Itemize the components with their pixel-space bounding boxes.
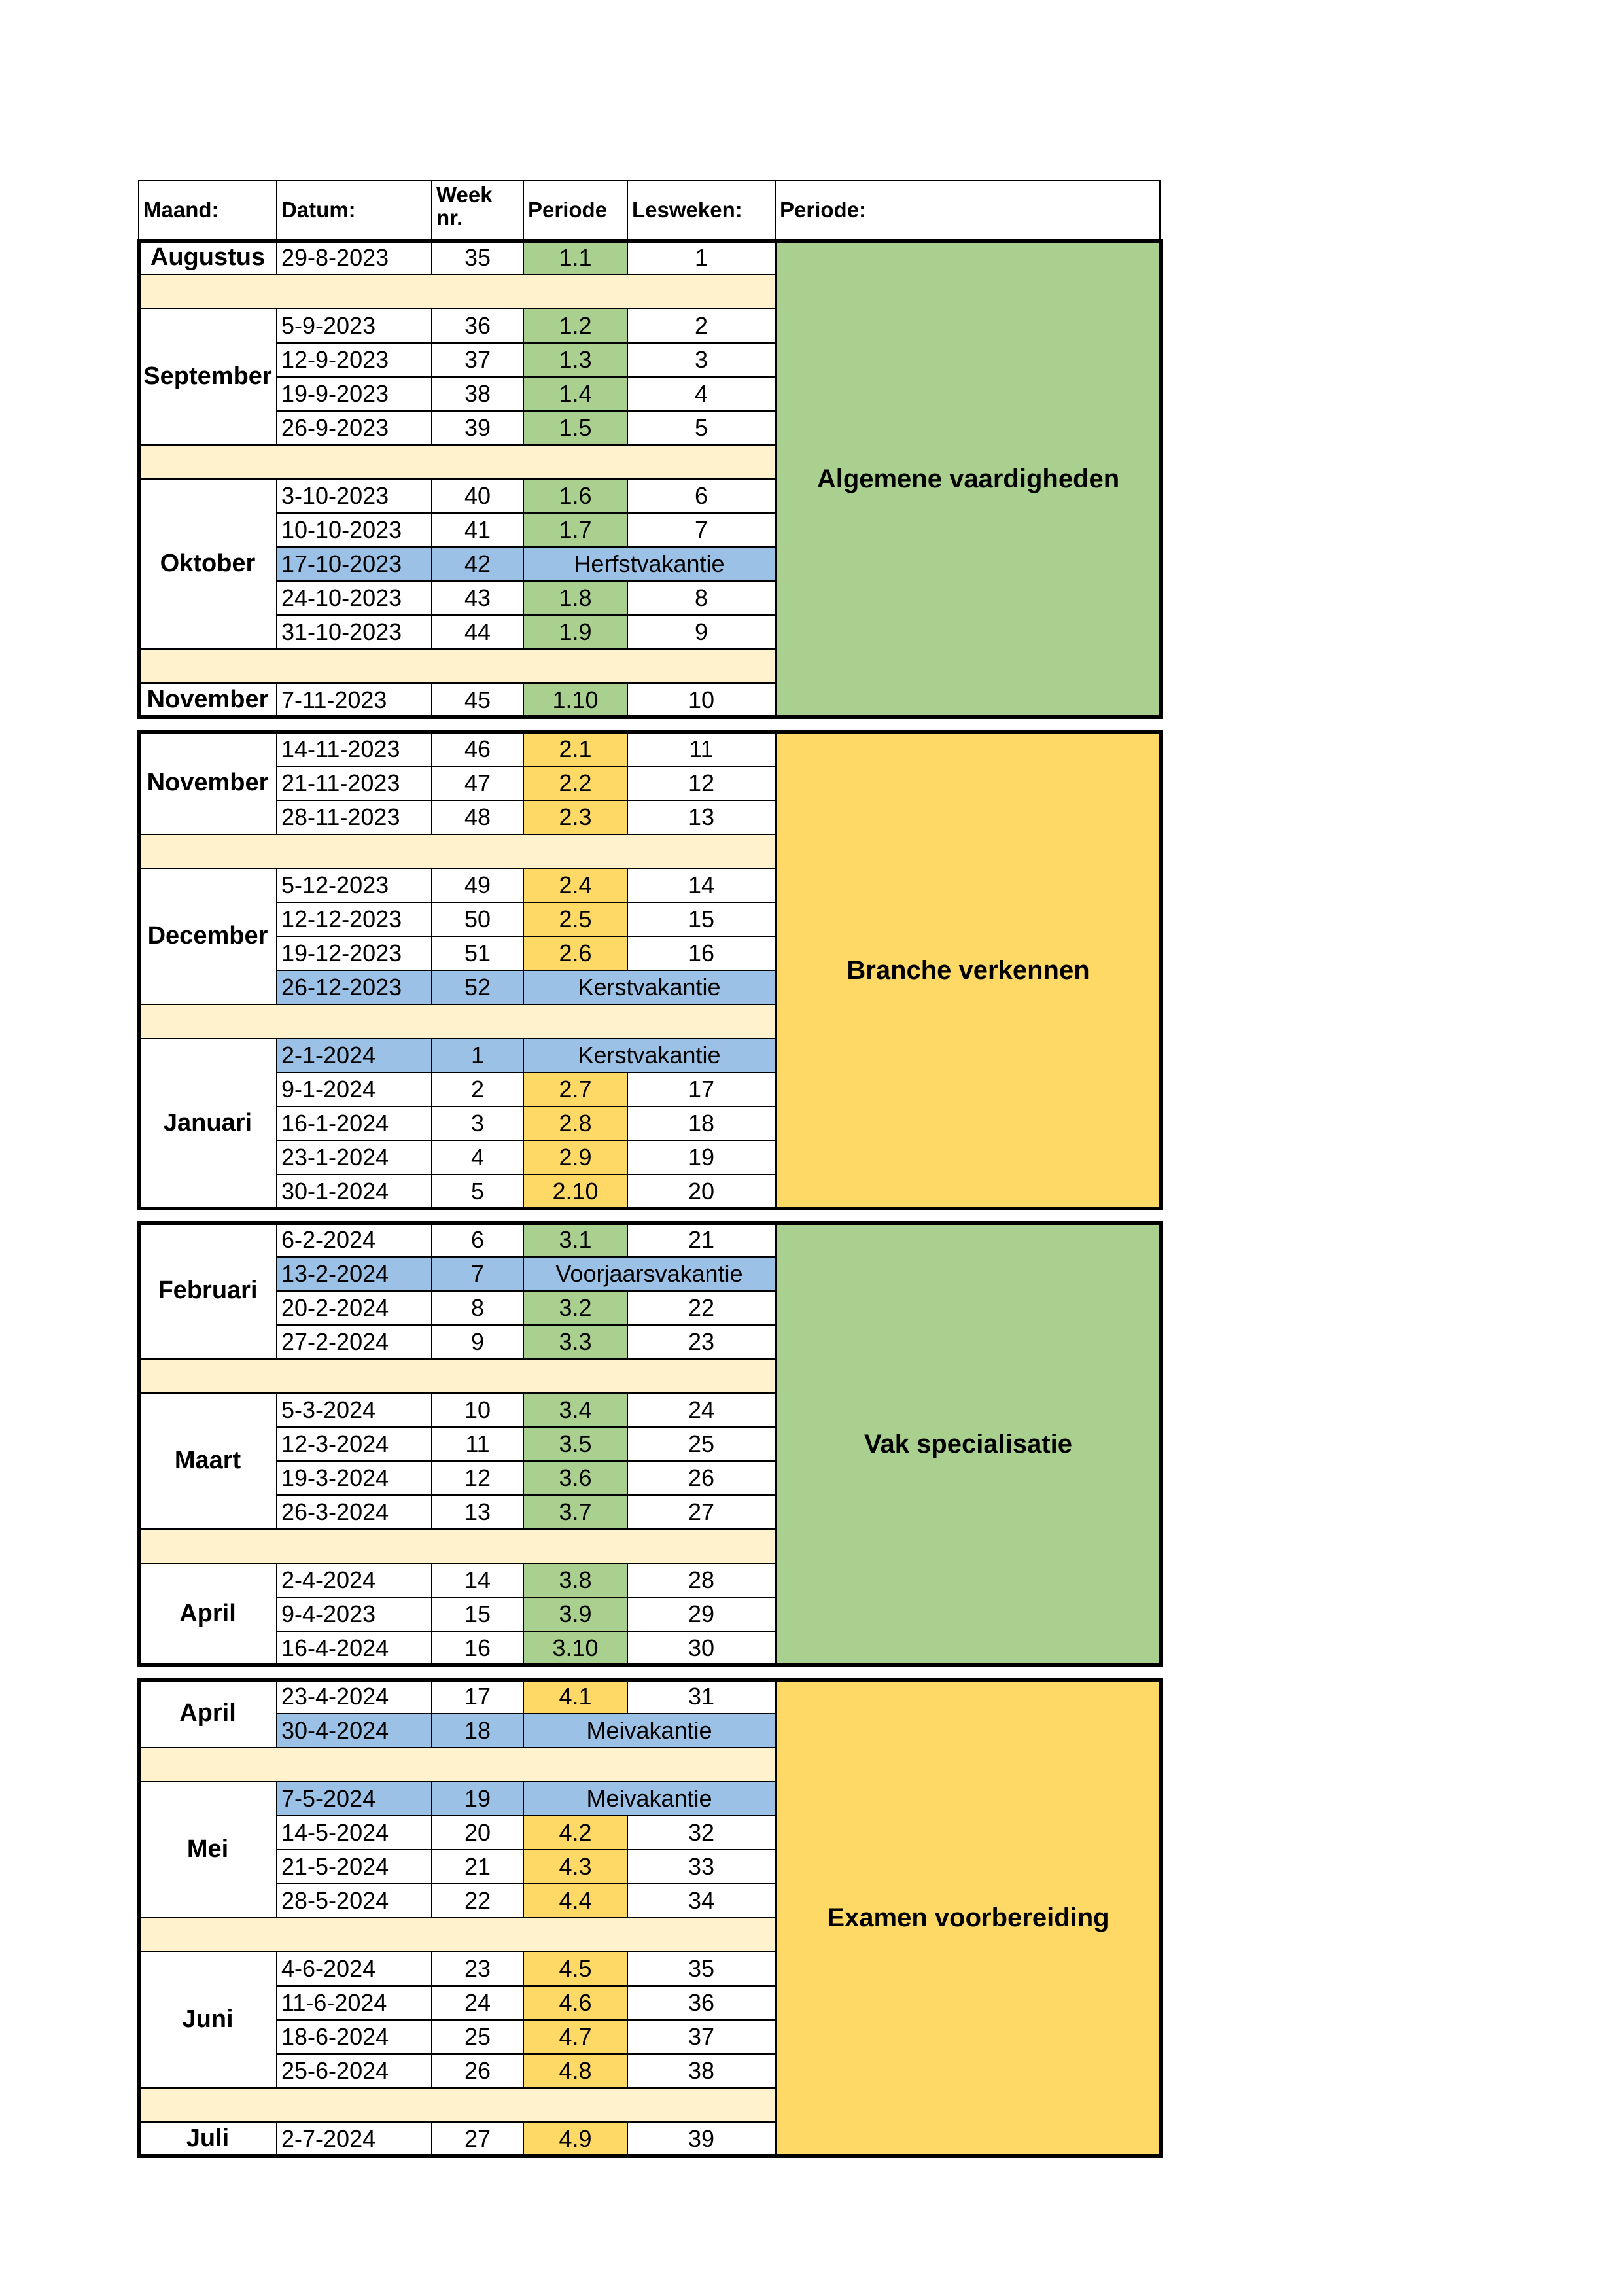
week-cell: 13	[431, 1494, 524, 1530]
period-cell: 1.8	[523, 580, 628, 616]
week-cell: 39	[431, 410, 524, 446]
week-cell: 5	[431, 1174, 524, 1209]
date-cell: 19-3-2024	[276, 1460, 432, 1496]
month-label: November	[138, 682, 277, 718]
vacation-cell: Meivakantie	[523, 1781, 776, 1816]
lesweek-cell: 35	[627, 1951, 776, 1987]
week-cell: 25	[431, 2019, 524, 2055]
date-cell: 23-1-2024	[276, 1140, 432, 1175]
period-cell: 1.5	[523, 410, 628, 446]
vacation-cell: Meivakantie	[523, 1713, 776, 1748]
month-label: April	[138, 1679, 277, 1748]
lesweek-cell: 23	[627, 1324, 776, 1360]
date-cell: 3-10-2023	[276, 478, 432, 514]
period-cell: 4.5	[523, 1951, 628, 1987]
lesweek-cell: 28	[627, 1563, 776, 1598]
vacation-cell: Kerstvakantie	[523, 970, 776, 1005]
period-cell: 4.3	[523, 1849, 628, 1884]
period-cell: 2.3	[523, 800, 628, 835]
period-cell: 1.4	[523, 376, 628, 412]
week-cell: 43	[431, 580, 524, 616]
week-cell: 21	[431, 1849, 524, 1884]
header-datum: Datum:	[276, 180, 432, 240]
separator-row	[138, 444, 776, 480]
period-cell: 3.1	[523, 1222, 628, 1258]
date-cell: 14-5-2024	[276, 1815, 432, 1850]
lesweek-cell: 14	[627, 868, 776, 903]
period-cell: 4.2	[523, 1815, 628, 1850]
period-cell: 4.1	[523, 1679, 628, 1714]
header-week-nr: Week nr.	[431, 180, 524, 240]
date-cell: 5-9-2023	[276, 308, 432, 344]
week-cell: 27	[431, 2121, 524, 2157]
week-cell: 48	[431, 800, 524, 835]
period-cell: 3.6	[523, 1460, 628, 1496]
week-cell: 6	[431, 1222, 524, 1258]
week-cell: 20	[431, 1815, 524, 1850]
week-cell: 1	[431, 1038, 524, 1073]
lesweek-cell: 24	[627, 1392, 776, 1428]
period-cell: 4.8	[523, 2053, 628, 2089]
lesweek-cell: 19	[627, 1140, 776, 1175]
date-cell: 4-6-2024	[276, 1951, 432, 1987]
date-cell: 5-3-2024	[276, 1392, 432, 1428]
week-cell: 8	[431, 1290, 524, 1326]
separator-row	[138, 1528, 776, 1564]
week-cell: 50	[431, 902, 524, 937]
week-cell: 44	[431, 614, 524, 650]
month-label: September	[138, 308, 277, 446]
date-cell: 27-2-2024	[276, 1324, 432, 1360]
week-cell: 10	[431, 1392, 524, 1428]
week-cell: 23	[431, 1951, 524, 1987]
week-cell: 22	[431, 1883, 524, 1918]
week-cell: 40	[431, 478, 524, 514]
week-cell: 4	[431, 1140, 524, 1175]
lesweek-cell: 17	[627, 1072, 776, 1107]
lesweek-cell: 27	[627, 1494, 776, 1530]
period-cell: 3.4	[523, 1392, 628, 1428]
period-cell: 1.10	[523, 682, 628, 718]
week-cell: 18	[431, 1713, 524, 1748]
week-cell: 16	[431, 1631, 524, 1666]
period-cell: 2.1	[523, 732, 628, 767]
separator-row	[138, 834, 776, 869]
week-cell: 19	[431, 1781, 524, 1816]
month-label: Oktober	[138, 478, 277, 650]
period-cell: 3.9	[523, 1597, 628, 1632]
lesweek-cell: 26	[627, 1460, 776, 1496]
separator-row	[138, 1358, 776, 1394]
lesweek-cell: 11	[627, 732, 776, 767]
week-cell: 15	[431, 1597, 524, 1632]
week-cell: 2	[431, 1072, 524, 1107]
lesweek-cell: 10	[627, 682, 776, 718]
period-cell: 4.7	[523, 2019, 628, 2055]
date-cell: 14-11-2023	[276, 732, 432, 767]
week-cell: 38	[431, 376, 524, 412]
period-cell: 2.7	[523, 1072, 628, 1107]
separator-row	[138, 274, 776, 309]
month-label: Mei	[138, 1781, 277, 1918]
date-cell: 5-12-2023	[276, 868, 432, 903]
week-cell: 49	[431, 868, 524, 903]
date-cell: 10-10-2023	[276, 512, 432, 548]
lesweek-cell: 12	[627, 766, 776, 801]
week-cell: 14	[431, 1563, 524, 1598]
date-cell: 7-11-2023	[276, 682, 432, 718]
lesweek-cell: 38	[627, 2053, 776, 2089]
lesweek-cell: 3	[627, 342, 776, 378]
period-cell: 2.9	[523, 1140, 628, 1175]
lesweek-cell: 16	[627, 936, 776, 971]
month-label: December	[138, 868, 277, 1005]
period-cell: 3.10	[523, 1631, 628, 1666]
period-cell: 1.6	[523, 478, 628, 514]
date-cell: 12-12-2023	[276, 902, 432, 937]
week-cell: 46	[431, 732, 524, 767]
week-cell: 12	[431, 1460, 524, 1496]
date-cell: 24-10-2023	[276, 580, 432, 616]
date-cell: 2-7-2024	[276, 2121, 432, 2157]
lesweek-cell: 33	[627, 1849, 776, 1884]
date-cell: 20-2-2024	[276, 1290, 432, 1326]
period-cell: 1.1	[523, 240, 628, 275]
period-cell: 3.8	[523, 1563, 628, 1598]
phase-label: Branche verkennen	[775, 732, 1162, 1209]
header-lesweken: Lesweken:	[627, 180, 776, 240]
period-cell: 3.2	[523, 1290, 628, 1326]
month-label: Juli	[138, 2121, 277, 2157]
lesweek-cell: 29	[627, 1597, 776, 1632]
date-cell: 6-2-2024	[276, 1222, 432, 1258]
header-periode: Periode	[523, 180, 628, 240]
lesweek-cell: 13	[627, 800, 776, 835]
lesweek-cell: 36	[627, 1985, 776, 2021]
period-cell: 1.3	[523, 342, 628, 378]
period-cell: 4.6	[523, 1985, 628, 2021]
date-cell: 19-12-2023	[276, 936, 432, 971]
lesweek-cell: 6	[627, 478, 776, 514]
date-cell: 16-4-2024	[276, 1631, 432, 1666]
month-label: Februari	[138, 1222, 277, 1360]
date-cell: 29-8-2023	[276, 240, 432, 275]
month-label: April	[138, 1563, 277, 1666]
vacation-cell: Kerstvakantie	[523, 1038, 776, 1073]
date-cell: 26-3-2024	[276, 1494, 432, 1530]
week-cell: 11	[431, 1426, 524, 1462]
period-cell: 1.7	[523, 512, 628, 548]
date-cell: 16-1-2024	[276, 1106, 432, 1141]
date-cell: 7-5-2024	[276, 1781, 432, 1816]
week-cell: 52	[431, 970, 524, 1005]
vacation-cell: Herfstvakantie	[523, 546, 776, 582]
date-cell: 26-12-2023	[276, 970, 432, 1005]
date-cell: 23-4-2024	[276, 1679, 432, 1714]
lesweek-cell: 31	[627, 1679, 776, 1714]
month-label: Maart	[138, 1392, 277, 1530]
date-cell: 17-10-2023	[276, 546, 432, 582]
date-cell: 9-4-2023	[276, 1597, 432, 1632]
lesweek-cell: 4	[627, 376, 776, 412]
month-label: Augustus	[138, 240, 277, 275]
week-cell: 35	[431, 240, 524, 275]
phase-label: Algemene vaardigheden	[775, 240, 1162, 718]
lesweek-cell: 32	[627, 1815, 776, 1850]
date-cell: 13-2-2024	[276, 1256, 432, 1292]
week-cell: 41	[431, 512, 524, 548]
date-cell: 21-5-2024	[276, 1849, 432, 1884]
month-label: November	[138, 732, 277, 835]
period-cell: 3.7	[523, 1494, 628, 1530]
date-cell: 26-9-2023	[276, 410, 432, 446]
separator-row	[138, 648, 776, 684]
lesweek-cell: 20	[627, 1174, 776, 1209]
date-cell: 18-6-2024	[276, 2019, 432, 2055]
week-cell: 37	[431, 342, 524, 378]
lesweek-cell: 1	[627, 240, 776, 275]
week-cell: 45	[431, 682, 524, 718]
date-cell: 2-4-2024	[276, 1563, 432, 1598]
period-cell: 3.5	[523, 1426, 628, 1462]
week-cell: 26	[431, 2053, 524, 2089]
lesweek-cell: 8	[627, 580, 776, 616]
lesweek-cell: 30	[627, 1631, 776, 1666]
period-cell: 2.2	[523, 766, 628, 801]
period-cell: 1.9	[523, 614, 628, 650]
period-cell: 2.8	[523, 1106, 628, 1141]
period-cell: 2.4	[523, 868, 628, 903]
week-cell: 24	[431, 1985, 524, 2021]
separator-row	[138, 1747, 776, 1782]
header-periode-phase: Periode:	[775, 180, 1161, 240]
separator-row	[138, 2087, 776, 2123]
lesweek-cell: 5	[627, 410, 776, 446]
week-cell: 3	[431, 1106, 524, 1141]
period-cell: 4.9	[523, 2121, 628, 2157]
week-cell: 17	[431, 1679, 524, 1714]
date-cell: 12-9-2023	[276, 342, 432, 378]
month-label: Januari	[138, 1038, 277, 1209]
date-cell: 21-11-2023	[276, 766, 432, 801]
date-cell: 28-11-2023	[276, 800, 432, 835]
lesweek-cell: 21	[627, 1222, 776, 1258]
separator-row	[138, 1917, 776, 1952]
header-maand: Maand:	[138, 180, 277, 240]
week-cell: 47	[431, 766, 524, 801]
lesweek-cell: 37	[627, 2019, 776, 2055]
date-cell: 19-9-2023	[276, 376, 432, 412]
month-label: Juni	[138, 1951, 277, 2089]
lesweek-cell: 15	[627, 902, 776, 937]
period-cell: 4.4	[523, 1883, 628, 1918]
date-cell: 25-6-2024	[276, 2053, 432, 2089]
lesweek-cell: 7	[627, 512, 776, 548]
date-cell: 2-1-2024	[276, 1038, 432, 1073]
date-cell: 31-10-2023	[276, 614, 432, 650]
date-cell: 9-1-2024	[276, 1072, 432, 1107]
period-cell: 2.6	[523, 936, 628, 971]
period-cell: 2.10	[523, 1174, 628, 1209]
lesweek-cell: 34	[627, 1883, 776, 1918]
date-cell: 12-3-2024	[276, 1426, 432, 1462]
vacation-cell: Voorjaarsvakantie	[523, 1256, 776, 1292]
lesweek-cell: 22	[627, 1290, 776, 1326]
phase-label: Vak specialisatie	[775, 1222, 1162, 1666]
phase-label: Examen voorbereiding	[775, 1679, 1162, 2157]
lesweek-cell: 9	[627, 614, 776, 650]
week-cell: 9	[431, 1324, 524, 1360]
lesweek-cell: 18	[627, 1106, 776, 1141]
lesweek-cell: 2	[627, 308, 776, 344]
week-cell: 42	[431, 546, 524, 582]
week-cell: 7	[431, 1256, 524, 1292]
period-cell: 3.3	[523, 1324, 628, 1360]
date-cell: 30-4-2024	[276, 1713, 432, 1748]
date-cell: 28-5-2024	[276, 1883, 432, 1918]
date-cell: 30-1-2024	[276, 1174, 432, 1209]
date-cell: 11-6-2024	[276, 1985, 432, 2021]
period-cell: 2.5	[523, 902, 628, 937]
week-cell: 36	[431, 308, 524, 344]
week-cell: 51	[431, 936, 524, 971]
period-cell: 1.2	[523, 308, 628, 344]
lesweek-cell: 25	[627, 1426, 776, 1462]
lesweek-cell: 39	[627, 2121, 776, 2157]
separator-row	[138, 1004, 776, 1039]
